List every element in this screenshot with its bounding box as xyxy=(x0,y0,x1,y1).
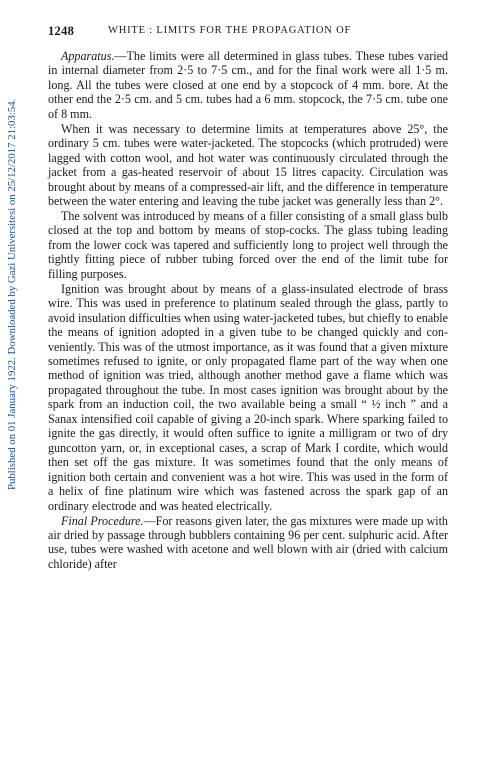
running-title: WHITE : LIMITS FOR THE PROPAGATION OF xyxy=(108,25,352,36)
download-notice-text: Published on 01 January 1922. Downloaded by Gazi Universitesi on 25/12/2017 21:03:54. xyxy=(6,98,18,490)
paragraph-apparatus xyxy=(48,49,448,121)
paragraph-text: When it was necessary to determine limits at temperatures above 25°, the ordinary 5 cm. tubes were water-jacketed. The stopcocks (which protruded) were lagged with cotton wool, and hot water was continuously circulated through the jacket from a gas-heated reservoir of about 15 litres capacity. Circulation was brought about by means of a compressed-air lift, and the difference in temperature between the water entering and leaving the tube jacket was generally less than 2°. xyxy=(48,121,448,209)
article-body xyxy=(48,49,448,572)
page-number: 1248 xyxy=(48,24,75,38)
paragraph-text: The solvent was introduced by means of a filler consisting of a small glass bulb closed at the top and bottom by means of stop-cocks. The glass tubing leading from the lower cock was tapered and sufficiently long to project well through the tightly fitting piece of rubber tubing forced over the end of the limit tube for filling purposes. xyxy=(48,208,448,281)
download-watermark xyxy=(5,70,19,490)
paragraph-final-procedure xyxy=(48,514,448,572)
paragraph-text: —The limits were all determined in glass tubes. These tubes varied in internal diameter from 2·5 to 7·5 cm., and for the final work were all 1·5 m. long. All the tubes were closed at one end by a stopcock of 4 mm. bore. At the other end the 2·5 cm. and 5 cm. tubes had a 6 mm. stopcock, the 7·5 cm. tube one of 8 mm. xyxy=(48,49,448,121)
paragraph-solvent xyxy=(48,209,448,281)
section-lead-apparatus: Apparatus. xyxy=(61,49,115,63)
running-head xyxy=(48,24,448,42)
paragraph-ignition xyxy=(48,282,448,513)
section-lead-final-procedure: Final Procedure. xyxy=(61,513,144,528)
paragraph-text: —For reasons given later, the gas mixtures were made up with air dried by passage through bubblers containing 96 per cent. sulphuric acid. After use, tubes were washed with acetone and well blown with air (dried with calcium chloride) after xyxy=(48,513,448,571)
paragraph-text: Ignition was brought about by means of a glass-insulated electrode of brass wire. This was used in preference to platinum sealed through the glass, partly to avoid insulation difficulties when using water-jacketed tubes, but chiefly to enable the means of ignition adopted in a given tube to be changed quickly and con-veniently. This was of the utmost importance, as it was found that a given mixture sometimes refused to ignite, or only propagated flame part of the way when one method of ignition was tried, although another method gave a flame which was propagated throughout the tube. In most cases ignition was brought about by the spark from an induction coil, the two available being a small “ ½ inch ” and a Sanax intensified coil capable of giving a 20-inch spark. Where sparking failed to ignite the gas directly, it would often suffice to ignite a milligram or two of dry guncotton yarn, or, in exceptional cases, a scrap of Mark I cordite, which would then set off the gas mixture. It was sometimes found that the only means of ignition both certain and convenient was a hot wire. This was used in the form of a helix of fine platinum wire which was fastened across the spark gap of an ordinary electrode and was heated electrically. xyxy=(48,281,448,513)
paragraph-temperature xyxy=(48,122,448,209)
